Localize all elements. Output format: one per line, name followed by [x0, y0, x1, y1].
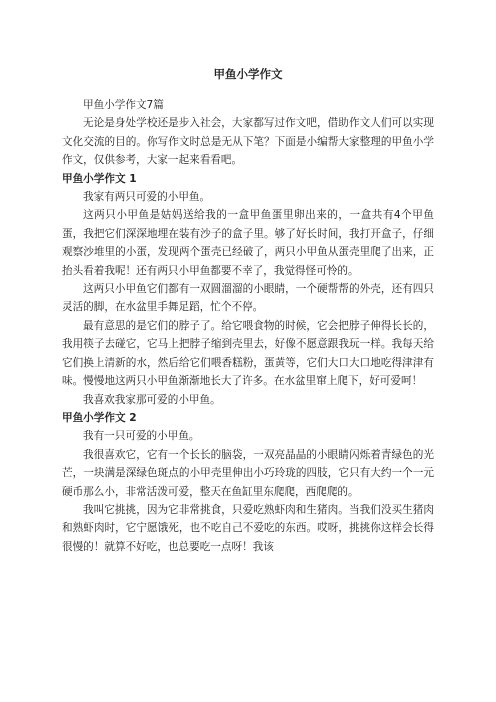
paragraph: 我家有两只可爱的小甲鱼。 [83, 191, 211, 204]
paragraph: 我叫它挑挑，因为它非常挑食，只爱吃熟虾肉和生猪肉。当我们没买生猪肉和熟虾肉时，它宁愿饿死，也不吃自己不爱吃的东西。哎呀，挑挑你这样会长得很慢的！就算不好吃，也总要吃一点呀！我该 [62, 503, 434, 553]
paragraph: 无论是身处学校还是步入社会，大家都写过作文吧，借助作文人们可以实现文化交流的目的。你写作文时总是无从下笔？下面是小编帮大家整理的甲鱼小学作文，仅供参考，大家一起来看看吧。 [62, 117, 434, 167]
paragraph: 最有意思的是它们的脖子了。给它喂食物的时候，它会把脖子伸得长长的，我用筷子去碰它，它马上把脖子缩到壳里去，好像不愿意跟我玩一样。我每天给它们换上清新的水，然后给它们喂香糕粉，蛋黄等，它们大口大口地吃得津津有味。慢慢地这两只小甲鱼渐渐地长大了许多。在水盆里窜上爬下，好可爱呵！ [62, 319, 434, 388]
paragraph: 我喜欢我家那可爱的小甲鱼。 [83, 393, 221, 406]
section-heading: 甲鱼小学作文 2 [62, 411, 137, 424]
document-title: 甲鱼小学作文 [213, 67, 283, 81]
section-heading: 甲鱼小学作文 1 [62, 172, 137, 185]
paragraph: 我有一只可爱的小甲鱼。 [83, 430, 200, 443]
paragraph: 这两只小甲鱼它们都有一双圆溜溜的小眼睛，一个硬帮帮的外壳，还有四只灵活的脚，在水盆里手舞足蹈，忙个不停。 [62, 283, 434, 314]
paragraph: 我很喜欢它，它有一个长长的脑袋，一双亮晶晶的小眼睛闪烁着青绿色的光芒，一块满是深绿色斑点的小甲壳里伸出小巧玲珑的四肢，它只有大约一个一元硬币那么小，非常活泼可爱，整天在鱼缸里东爬爬，西爬爬的。 [62, 448, 434, 498]
paragraph: 甲鱼小学作文7篇 [83, 99, 164, 111]
document-body [62, 96, 434, 556]
paragraph: 这两只小甲鱼是姑妈送给我的一盒甲鱼蛋里卵出来的，一盒共有4个甲鱼蛋，我把它们深深地埋在装有沙子的盒子里。够了好长时间，我打开盒子，仔细观察沙堆里的小蛋，发现两个蛋壳已经破了，两只小甲鱼从蛋壳里爬了出来，正抬头看着我呢！还有两只小甲鱼都要不幸了，我觉得怪可怜的。 [62, 209, 434, 277]
